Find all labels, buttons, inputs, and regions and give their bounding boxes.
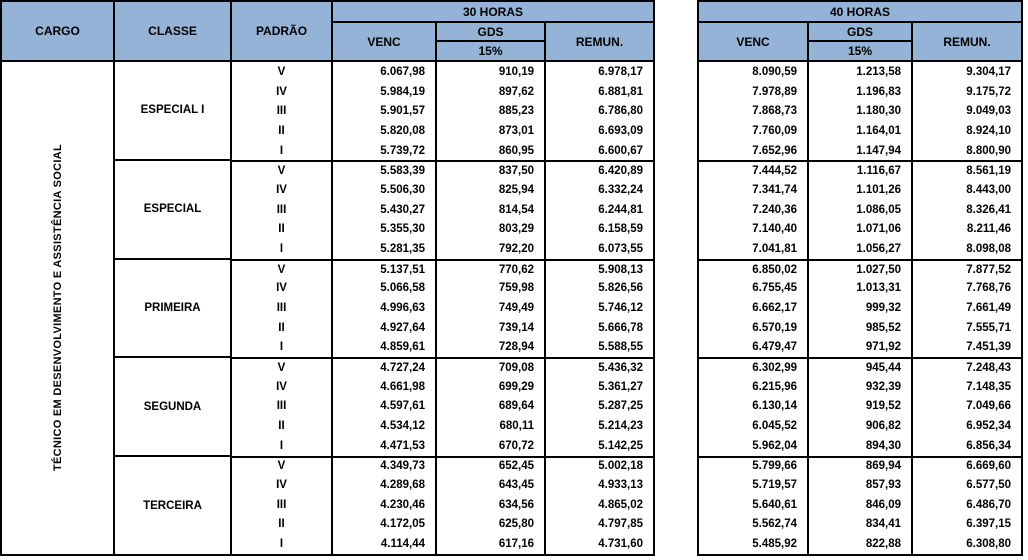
padrao-cell: IV (276, 85, 287, 98)
value-cell: 4.471,53 (333, 436, 437, 456)
value-cell: 7.140,40 (699, 219, 809, 239)
value-cell: 1.116,67 (809, 160, 913, 180)
value-cell: 8.326,41 (966, 203, 1011, 216)
value-cell: 770,62 (437, 259, 546, 279)
value-cell: 5.583,39 (333, 160, 437, 180)
value-cell: 5.361,27 (598, 380, 643, 393)
padrao-cell: II (278, 518, 285, 531)
padrao-cell: IV (276, 282, 287, 295)
value-cell: 834,41 (809, 515, 913, 535)
value-cell: 699,29 (437, 377, 546, 397)
value-cell: 634,56 (437, 495, 546, 515)
value-cell: 7.041,81 (699, 239, 809, 259)
gds-30-rate: 15% (478, 44, 503, 58)
classe-header: CLASSE (115, 2, 230, 62)
value-cell: 4.230,46 (333, 495, 437, 515)
value-cell: 670,72 (437, 436, 546, 456)
value-cell: 5.826,56 (598, 282, 643, 295)
venc-40-header: VENC (699, 23, 809, 60)
value-cell: 7.768,76 (966, 282, 1011, 295)
classe-cell: TERCEIRA (115, 455, 230, 554)
value-cell: 971,92 (809, 338, 913, 358)
padrao-cell: I (279, 538, 284, 551)
value-cell: 1.180,30 (809, 101, 913, 121)
gds-40-label: GDS (809, 23, 911, 42)
value-cell: 5.746,12 (598, 301, 643, 314)
value-cell: 4.859,61 (333, 338, 437, 358)
gds-30-header (437, 23, 546, 60)
value-cell: 5.436,32 (546, 357, 653, 377)
value-cell: 8.098,08 (966, 242, 1011, 255)
value-cell: 1.027,50 (809, 259, 913, 279)
value-cell: 6.073,55 (598, 242, 643, 255)
value-cell: 8.561,19 (913, 160, 1021, 180)
value-cell: 739,14 (437, 318, 546, 338)
value-cell: 7.248,43 (913, 357, 1021, 377)
value-cell: 6.786,80 (598, 105, 643, 118)
value-cell: 7.868,73 (699, 101, 809, 121)
value-cell: 1.213,58 (809, 62, 913, 82)
value-cell: 709,08 (437, 357, 546, 377)
value-cell: 5.908,13 (546, 259, 653, 279)
value-cell: 7.451,39 (966, 341, 1011, 354)
padrao-cell: III (276, 203, 287, 216)
padrao-cell: III (276, 498, 287, 511)
value-cell: 7.760,09 (699, 121, 809, 141)
value-cell: 6.978,17 (598, 65, 643, 78)
value-cell: 814,54 (437, 200, 546, 220)
value-cell: 5.214,23 (598, 420, 643, 433)
value-cell: 4.534,12 (333, 416, 437, 436)
value-cell: 6.669,60 (913, 456, 1021, 476)
value-cell: 846,09 (809, 495, 913, 515)
gds-30-label: GDS (437, 23, 544, 42)
value-cell: 910,19 (437, 62, 546, 82)
value-cell: 6.302,99 (699, 357, 809, 377)
value-cell: 6.850,02 (699, 259, 809, 279)
remun-40-header: REMUN. (913, 23, 1021, 60)
value-cell: 5.799,66 (699, 456, 809, 476)
value-cell: 5.485,92 (699, 534, 809, 554)
hours-30-header: 30 HORAS (333, 2, 653, 23)
value-cell: 919,52 (809, 397, 913, 417)
value-cell: 8.800,90 (966, 144, 1011, 157)
padrao-cell: I (279, 242, 284, 255)
value-cell: 1.147,94 (809, 141, 913, 161)
value-cell: 6.244,81 (598, 203, 643, 216)
value-cell: 4.996,63 (333, 298, 437, 318)
value-cell: 5.666,78 (598, 321, 643, 334)
value-cell: 6.755,45 (699, 278, 809, 298)
value-cell: 5.962,04 (699, 436, 809, 456)
value-cell: 6.045,52 (699, 416, 809, 436)
value-cell: 6.308,80 (966, 538, 1011, 551)
value-cell: 4.727,24 (333, 357, 437, 377)
value-cell: 6.158,59 (598, 223, 643, 236)
value-cell: 643,45 (437, 475, 546, 495)
value-cell: 728,94 (437, 338, 546, 358)
subheaders-30 (333, 23, 653, 62)
value-cell: 5.506,30 (333, 180, 437, 200)
table-40-horas (697, 0, 1023, 556)
value-cell: 5.066,58 (333, 278, 437, 298)
value-cell: 1.086,05 (809, 200, 913, 220)
classe-cell: ESPECIAL I (140, 104, 205, 117)
padrao-cell: V (232, 259, 331, 279)
value-cell: 6.952,34 (966, 420, 1011, 433)
value-cell: 1.164,01 (809, 121, 913, 141)
value-cell: 617,16 (437, 534, 546, 554)
value-cell: 5.355,30 (333, 219, 437, 239)
value-cell: 8.924,10 (966, 124, 1011, 137)
value-cell: 6.479,47 (699, 338, 809, 358)
value-cell: 5.287,25 (598, 400, 643, 413)
value-cell: 1.101,26 (809, 180, 913, 200)
padrao-cell: III (276, 105, 287, 118)
value-cell: 4.349,73 (333, 456, 437, 476)
value-cell: 5.002,18 (546, 456, 653, 476)
column-cargo (2, 2, 115, 554)
padrao-cell: V (232, 160, 331, 180)
padrao-cell: III (276, 400, 287, 413)
classe-cell: PRIMEIRA (115, 258, 230, 357)
value-cell: 4.865,02 (598, 498, 643, 511)
value-cell: 897,62 (437, 82, 546, 102)
padrao-cell: V (232, 357, 331, 377)
value-cell: 8.211,46 (966, 223, 1011, 236)
cargo-cell (2, 62, 113, 554)
venc-30-header: VENC (333, 23, 437, 60)
padrao-cell: IV (276, 380, 287, 393)
value-cell: 4.933,13 (598, 479, 643, 492)
value-cell: 7.240,36 (699, 200, 809, 220)
value-cell: 5.901,57 (333, 101, 437, 121)
value-cell: 6.881,81 (598, 85, 643, 98)
value-cell: 6.577,50 (966, 479, 1011, 492)
remun-30-header: REMUN. (546, 23, 653, 60)
value-cell: 7.978,89 (699, 82, 809, 102)
value-cell: 7.661,49 (966, 301, 1011, 314)
value-cell: 680,11 (437, 416, 546, 436)
cargo-value-label: TÉCNICO EM DESENVOLVIMENTO E ASSISTÊNCIA SOCIAL (51, 144, 64, 472)
value-cell: 8.090,59 (699, 62, 809, 82)
value-cell: 5.739,72 (333, 141, 437, 161)
value-cell: 4.597,61 (333, 397, 437, 417)
column-classe (115, 2, 232, 554)
value-cell: 4.114,44 (333, 534, 437, 554)
value-cell: 652,45 (437, 456, 546, 476)
value-cell: 5.142,25 (598, 439, 643, 452)
value-cell: 792,20 (437, 239, 546, 259)
value-cell: 5.281,35 (333, 239, 437, 259)
column-padrao (232, 2, 333, 554)
value-cell: 7.341,74 (699, 180, 809, 200)
value-cell: 885,23 (437, 101, 546, 121)
value-cell: 945,44 (809, 357, 913, 377)
value-cell: 6.600,67 (598, 144, 643, 157)
value-cell: 6.486,70 (966, 498, 1011, 511)
value-cell: 5.984,19 (333, 82, 437, 102)
padrao-cell: V (277, 65, 286, 78)
padrao-cell: I (279, 144, 284, 157)
value-cell: 4.172,05 (333, 515, 437, 535)
values-30-grid (333, 62, 653, 554)
value-cell: 7.148,35 (966, 380, 1011, 393)
value-cell: 1.056,27 (809, 239, 913, 259)
padrao-cell: II (278, 223, 285, 236)
value-cell: 9.304,17 (966, 65, 1011, 78)
value-cell: 5.137,51 (333, 259, 437, 279)
value-cell: 1.196,83 (809, 82, 913, 102)
value-cell: 985,52 (809, 318, 913, 338)
value-cell: 4.731,60 (598, 538, 643, 551)
value-cell: 7.555,71 (966, 321, 1011, 334)
value-cell: 5.719,57 (699, 475, 809, 495)
classe-body (115, 62, 230, 554)
gds-40-rate: 15% (847, 44, 873, 58)
values-40-grid (699, 62, 1021, 554)
value-cell: 906,82 (809, 416, 913, 436)
value-cell: 5.430,27 (333, 200, 437, 220)
padrao-cell: I (279, 341, 284, 354)
value-cell: 6.420,89 (546, 160, 653, 180)
value-cell: 873,01 (437, 121, 546, 141)
subheaders-40 (699, 23, 1021, 62)
value-cell: 6.397,15 (966, 518, 1011, 531)
value-cell: 860,95 (437, 141, 546, 161)
value-cell: 999,32 (809, 298, 913, 318)
hours-40-header: 40 HORAS (699, 2, 1021, 23)
value-cell: 837,50 (437, 160, 546, 180)
value-cell: 822,88 (809, 534, 913, 554)
value-cell: 894,30 (809, 436, 913, 456)
value-cell: 6.570,19 (699, 318, 809, 338)
value-cell: 5.588,55 (598, 341, 643, 354)
value-cell: 4.797,85 (598, 518, 643, 531)
value-cell: 7.877,52 (913, 259, 1021, 279)
value-cell: 1.013,31 (809, 278, 913, 298)
cargo-header: CARGO (2, 2, 113, 62)
value-cell: 625,80 (437, 515, 546, 535)
value-cell: 6.130,14 (699, 397, 809, 417)
value-cell: 9.049,03 (966, 105, 1011, 118)
value-cell: 4.289,68 (333, 475, 437, 495)
padrao-cell: IV (276, 479, 287, 492)
padrao-cell: I (279, 439, 284, 452)
value-cell: 4.661,98 (333, 377, 437, 397)
value-cell: 749,49 (437, 298, 546, 318)
value-cell: 869,94 (809, 456, 913, 476)
value-cell: 4.927,64 (333, 318, 437, 338)
value-cell: 7.444,52 (699, 160, 809, 180)
value-cell: 6.215,96 (699, 377, 809, 397)
value-cell: 825,94 (437, 180, 546, 200)
value-cell: 7.049,66 (966, 400, 1011, 413)
padrao-cell: II (278, 420, 285, 433)
padrao-cell: II (278, 321, 285, 334)
padrao-header: PADRÃO (232, 2, 331, 62)
classe-cell: SEGUNDA (115, 356, 230, 455)
section-30-horas (333, 2, 653, 554)
padrao-cell: IV (276, 183, 287, 196)
value-cell: 5.640,61 (699, 495, 809, 515)
padrao-cell: III (276, 301, 287, 314)
padrao-cell: II (278, 124, 285, 137)
value-cell: 857,93 (809, 475, 913, 495)
value-cell: 803,29 (437, 219, 546, 239)
value-cell: 759,98 (437, 278, 546, 298)
value-cell: 6.067,98 (333, 62, 437, 82)
value-cell: 8.443,00 (966, 183, 1011, 196)
value-cell: 689,64 (437, 397, 546, 417)
value-cell: 9.175,72 (966, 85, 1011, 98)
padrao-cell: V (232, 456, 331, 476)
gds-40-header (809, 23, 913, 60)
value-cell: 1.071,06 (809, 219, 913, 239)
value-cell: 6.332,24 (598, 183, 643, 196)
padrao-body (232, 62, 331, 554)
classe-cell: ESPECIAL (115, 159, 230, 258)
value-cell: 6.662,17 (699, 298, 809, 318)
value-cell: 7.652,96 (699, 141, 809, 161)
value-cell: 5.562,74 (699, 515, 809, 535)
value-cell: 6.856,34 (966, 439, 1011, 452)
value-cell: 932,39 (809, 377, 913, 397)
value-cell: 5.820,08 (333, 121, 437, 141)
value-cell: 6.693,09 (598, 124, 643, 137)
